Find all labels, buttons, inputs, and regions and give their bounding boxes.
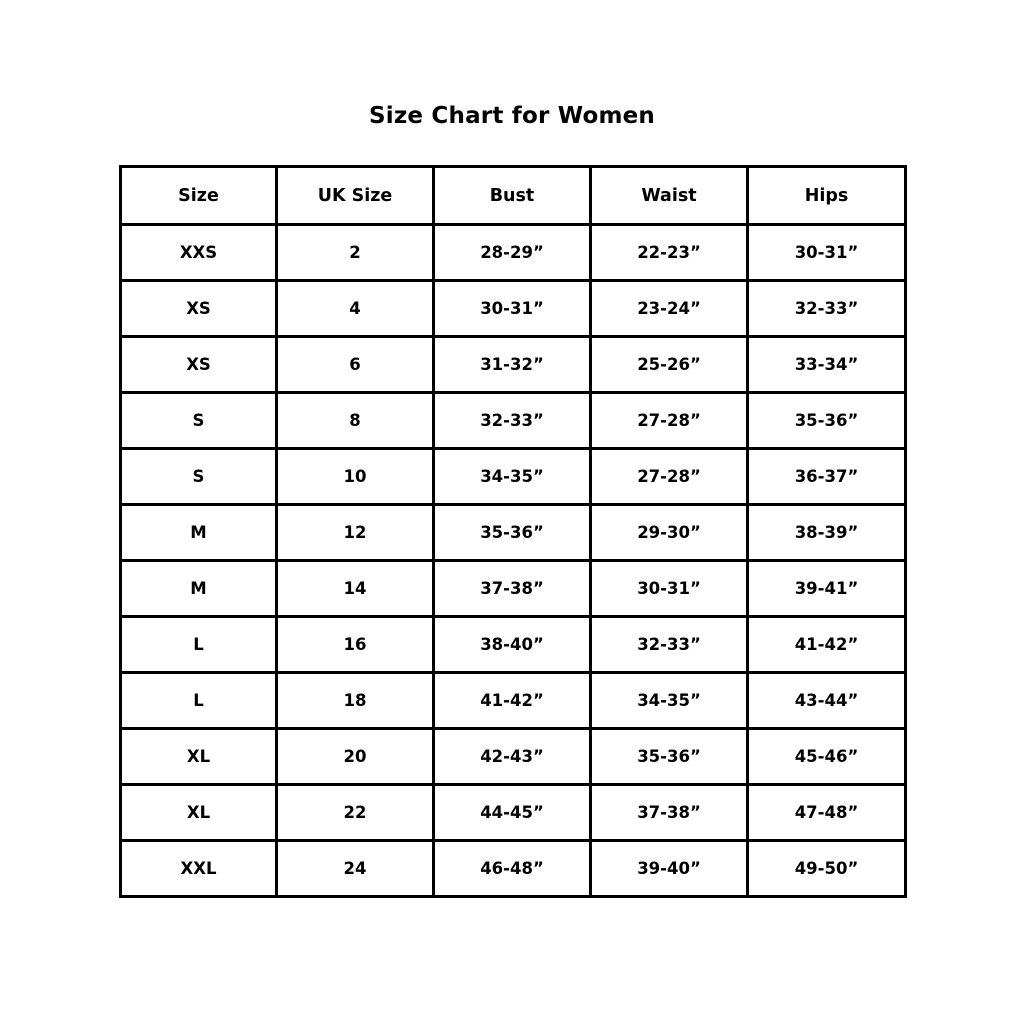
cell-size: S xyxy=(121,393,277,449)
table-row xyxy=(121,561,906,617)
page-title: Size Chart for Women xyxy=(368,103,655,129)
cell-waist: 29-30” xyxy=(591,505,748,561)
table-row xyxy=(121,673,906,729)
cell-uk-size: 4 xyxy=(277,281,434,337)
cell-size: XS xyxy=(121,281,277,337)
size-chart-table-container xyxy=(119,165,904,898)
cell-hips: 45-46” xyxy=(748,729,906,785)
cell-waist: 34-35” xyxy=(591,673,748,729)
cell-bust: 32-33” xyxy=(434,393,591,449)
cell-uk-size: 10 xyxy=(277,449,434,505)
size-chart-table xyxy=(119,165,907,898)
cell-size: XL xyxy=(121,785,277,841)
cell-hips: 47-48” xyxy=(748,785,906,841)
table-row xyxy=(121,729,906,785)
cell-bust: 28-29” xyxy=(434,225,591,281)
cell-bust: 30-31” xyxy=(434,281,591,337)
cell-bust: 41-42” xyxy=(434,673,591,729)
cell-hips: 38-39” xyxy=(748,505,906,561)
cell-uk-size: 12 xyxy=(277,505,434,561)
cell-size: XXS xyxy=(121,225,277,281)
cell-bust: 42-43” xyxy=(434,729,591,785)
cell-uk-size: 22 xyxy=(277,785,434,841)
cell-size: XL xyxy=(121,729,277,785)
table-row xyxy=(121,393,906,449)
table-row xyxy=(121,281,906,337)
cell-size: M xyxy=(121,561,277,617)
table-row xyxy=(121,785,906,841)
table-row xyxy=(121,505,906,561)
column-header-size: Size xyxy=(121,167,277,225)
cell-size: L xyxy=(121,617,277,673)
cell-size: M xyxy=(121,505,277,561)
cell-hips: 32-33” xyxy=(748,281,906,337)
table-row xyxy=(121,841,906,897)
cell-bust: 38-40” xyxy=(434,617,591,673)
table-header xyxy=(121,167,906,225)
cell-hips: 43-44” xyxy=(748,673,906,729)
cell-hips: 35-36” xyxy=(748,393,906,449)
cell-waist: 35-36” xyxy=(591,729,748,785)
cell-hips: 49-50” xyxy=(748,841,906,897)
cell-waist: 37-38” xyxy=(591,785,748,841)
table-row xyxy=(121,617,906,673)
cell-uk-size: 20 xyxy=(277,729,434,785)
table-header-row xyxy=(121,167,906,225)
cell-waist: 27-28” xyxy=(591,449,748,505)
cell-waist: 23-24” xyxy=(591,281,748,337)
column-header-uk-size: UK Size xyxy=(277,167,434,225)
cell-uk-size: 8 xyxy=(277,393,434,449)
cell-uk-size: 14 xyxy=(277,561,434,617)
cell-hips: 41-42” xyxy=(748,617,906,673)
table-row xyxy=(121,337,906,393)
table-row xyxy=(121,225,906,281)
cell-waist: 22-23” xyxy=(591,225,748,281)
cell-bust: 31-32” xyxy=(434,337,591,393)
cell-hips: 39-41” xyxy=(748,561,906,617)
cell-size: S xyxy=(121,449,277,505)
cell-hips: 30-31” xyxy=(748,225,906,281)
cell-waist: 27-28” xyxy=(591,393,748,449)
cell-waist: 32-33” xyxy=(591,617,748,673)
column-header-bust: Bust xyxy=(434,167,591,225)
cell-uk-size: 18 xyxy=(277,673,434,729)
cell-waist: 25-26” xyxy=(591,337,748,393)
cell-waist: 39-40” xyxy=(591,841,748,897)
table-row xyxy=(121,449,906,505)
column-header-hips: Hips xyxy=(748,167,906,225)
cell-bust: 37-38” xyxy=(434,561,591,617)
cell-uk-size: 2 xyxy=(277,225,434,281)
cell-size: XXL xyxy=(121,841,277,897)
cell-waist: 30-31” xyxy=(591,561,748,617)
cell-hips: 36-37” xyxy=(748,449,906,505)
cell-hips: 33-34” xyxy=(748,337,906,393)
cell-bust: 46-48” xyxy=(434,841,591,897)
cell-bust: 44-45” xyxy=(434,785,591,841)
cell-size: XS xyxy=(121,337,277,393)
column-header-waist: Waist xyxy=(591,167,748,225)
cell-bust: 34-35” xyxy=(434,449,591,505)
cell-uk-size: 24 xyxy=(277,841,434,897)
cell-uk-size: 6 xyxy=(277,337,434,393)
cell-bust: 35-36” xyxy=(434,505,591,561)
cell-size: L xyxy=(121,673,277,729)
cell-uk-size: 16 xyxy=(277,617,434,673)
table-body xyxy=(121,225,906,897)
